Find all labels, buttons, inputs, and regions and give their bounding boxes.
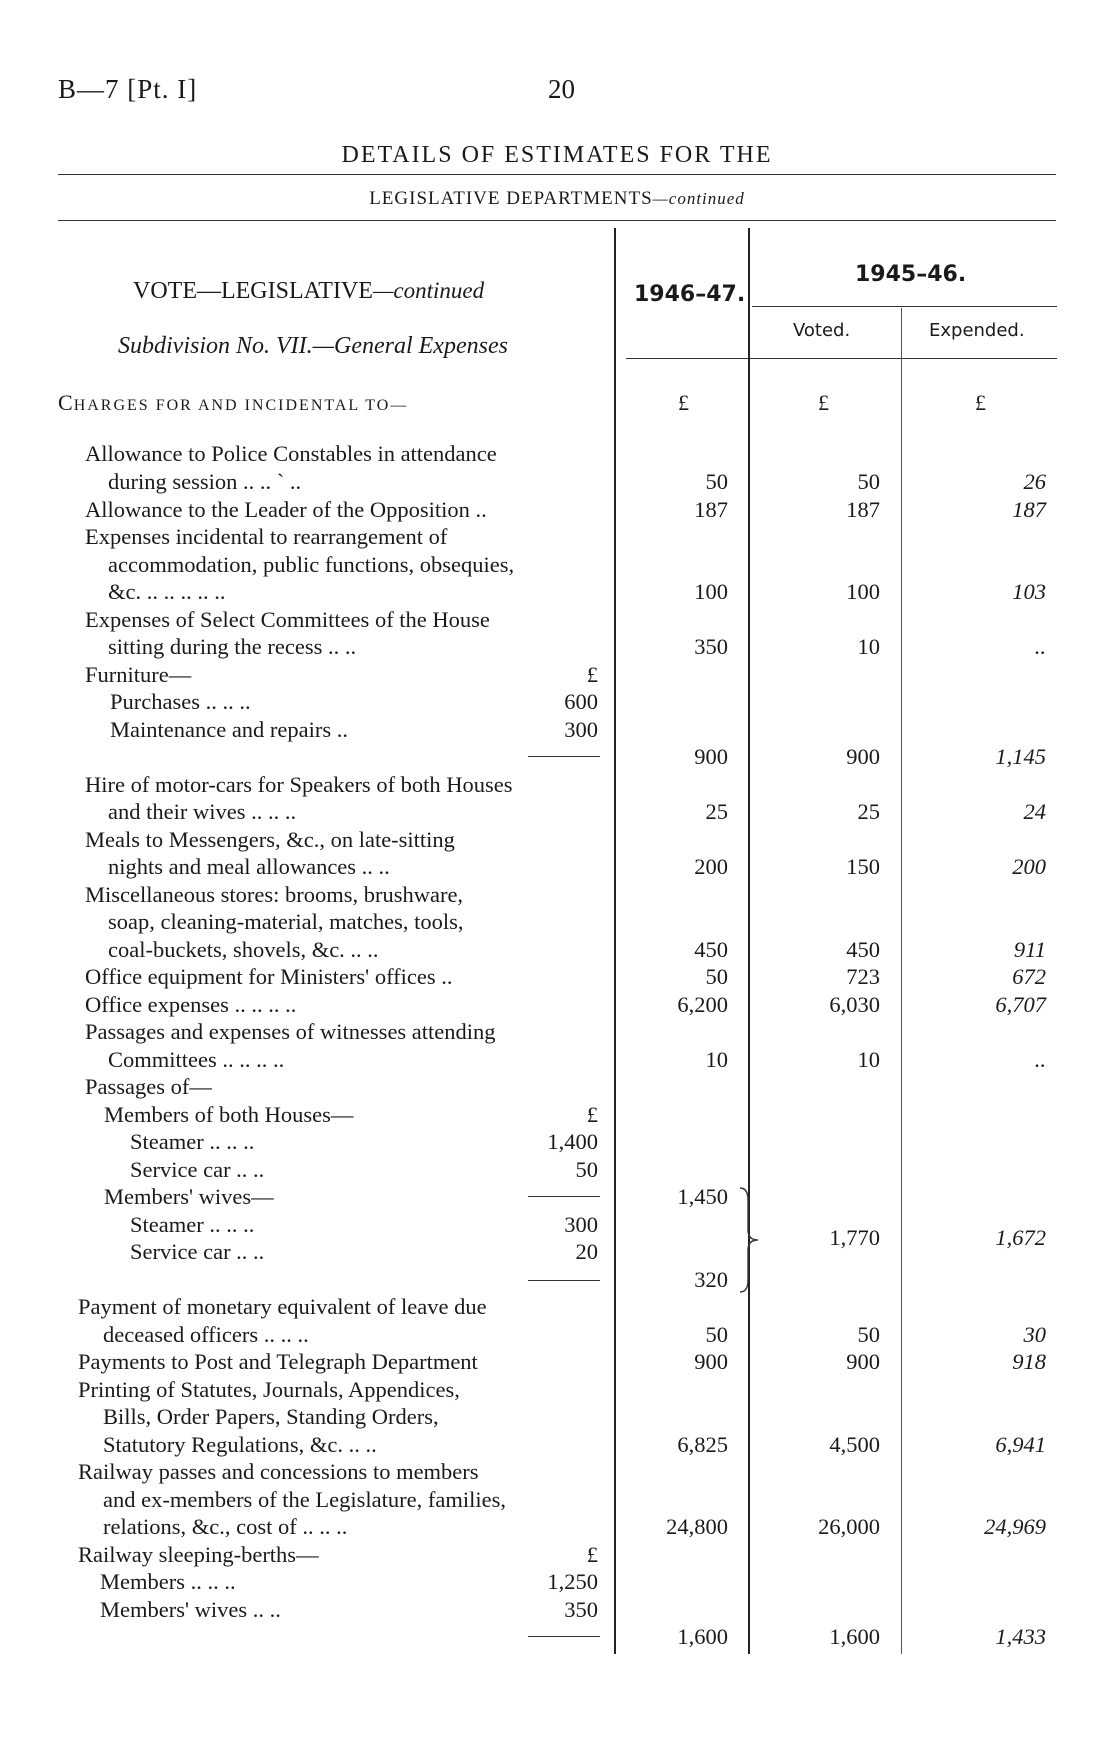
column-header-expended: Expended. bbox=[929, 320, 1025, 341]
amount-expended: 24,969 bbox=[984, 1514, 1046, 1539]
line-text: Office equipment for Ministers' offices .. bbox=[85, 964, 453, 989]
amount-expended: 1,672 bbox=[995, 1225, 1046, 1250]
line-text: Committees .. .. .. .. bbox=[108, 1047, 285, 1072]
amount-1946-47: 187 bbox=[694, 497, 728, 522]
amount-voted: 4,500 bbox=[829, 1432, 880, 1457]
amount-expended: 6,707 bbox=[995, 992, 1046, 1017]
line-text: Expenses incidental to rearrangement of bbox=[85, 524, 448, 549]
inner-amount: £ bbox=[586, 662, 598, 687]
amount-expended: 6,941 bbox=[995, 1432, 1046, 1457]
amount-voted: 900 bbox=[846, 744, 880, 769]
line-text: Members' wives— bbox=[104, 1184, 274, 1209]
subtitle-continued: —continued bbox=[652, 189, 745, 208]
amount-1946-47: 6,825 bbox=[677, 1432, 728, 1457]
amount-expended: 30 bbox=[1023, 1322, 1046, 1347]
amount-1946-47: 350 bbox=[694, 634, 728, 659]
inner-amount: 20 bbox=[575, 1239, 598, 1264]
line-text: nights and meal allowances .. .. bbox=[108, 854, 390, 879]
line-text: Steamer .. .. .. bbox=[130, 1129, 255, 1154]
amount-expended: 911 bbox=[1013, 937, 1046, 962]
amount-voted: 723 bbox=[846, 964, 880, 989]
line-text: and their wives .. .. .. bbox=[108, 799, 297, 824]
vote-title-main: VOTE—LEGISLATIVE bbox=[133, 278, 373, 304]
amount-voted: 50 bbox=[857, 1322, 880, 1347]
amount-voted: 187 bbox=[846, 497, 880, 522]
amount-expended: 24 bbox=[1023, 799, 1046, 824]
amount-expended: 200 bbox=[1012, 854, 1046, 879]
line-text: sitting during the recess .. .. bbox=[108, 634, 357, 659]
currency-voted: £ bbox=[818, 390, 829, 415]
amount-expended: 103 bbox=[1012, 579, 1046, 604]
inner-amount: 300 bbox=[564, 1212, 598, 1237]
line-text: Bills, Order Papers, Standing Orders, bbox=[103, 1404, 439, 1429]
amount-expended: 672 bbox=[1012, 964, 1046, 989]
amount-voted: 100 bbox=[846, 579, 880, 604]
page-title: DETAILS OF ESTIMATES FOR THE bbox=[341, 142, 773, 168]
amount-voted: 1,770 bbox=[829, 1225, 880, 1250]
line-text: Hire of motor-cars for Speakers of both Houses bbox=[85, 772, 513, 797]
amount-voted: 900 bbox=[846, 1349, 880, 1374]
amount-voted: 1,600 bbox=[829, 1624, 880, 1649]
amount-1946-47: 100 bbox=[694, 579, 728, 604]
charges-heading-initial: C bbox=[58, 390, 74, 415]
vote-title-continued: —continued bbox=[372, 278, 485, 303]
line-text: and ex-members of the Legislature, families, bbox=[103, 1487, 506, 1512]
amount-expended: 26 bbox=[1023, 469, 1046, 494]
amount-voted: 10 bbox=[857, 634, 880, 659]
line-text: Service car .. .. bbox=[130, 1239, 265, 1264]
amount-voted: 50 bbox=[857, 469, 880, 494]
subtotal-rule-wives bbox=[528, 1280, 600, 1281]
amount-voted: 10 bbox=[857, 1047, 880, 1072]
amount-voted: 6,030 bbox=[829, 992, 880, 1017]
line-text: during session .. .. ` .. bbox=[108, 469, 302, 494]
subtitle-main: LEGISLATIVE DEPARTMENTS bbox=[369, 188, 653, 209]
subtotal-rule-berths bbox=[528, 1636, 600, 1637]
right-brace-icon bbox=[738, 1186, 762, 1294]
line-text: coal-buckets, shovels, &c. .. .. bbox=[108, 937, 379, 962]
line-text: Passages and expenses of witnesses attending bbox=[85, 1019, 496, 1044]
amount-voted: 26,000 bbox=[818, 1514, 880, 1539]
column-header-voted: Voted. bbox=[793, 320, 851, 341]
inner-amount: 350 bbox=[564, 1597, 598, 1622]
column-header-1945-46: 1945–46. bbox=[855, 262, 967, 287]
header-rule-bottom bbox=[626, 358, 1057, 359]
page-number: 20 bbox=[548, 74, 575, 104]
line-text: Office expenses .. .. .. .. bbox=[85, 992, 297, 1017]
header-rule-1945 bbox=[752, 306, 1057, 307]
line-text: Purchases .. .. .. bbox=[110, 689, 251, 714]
inner-amount: 300 bbox=[564, 717, 598, 742]
title-rule-bottom bbox=[58, 220, 1056, 221]
line-text: Meals to Messengers, &c., on late-sitting bbox=[85, 827, 455, 852]
inner-amount: 600 bbox=[564, 689, 598, 714]
amount-1946-47: 50 bbox=[705, 1322, 728, 1347]
amount-voted: 450 bbox=[846, 937, 880, 962]
amount-1946-47: 200 bbox=[694, 854, 728, 879]
line-text: Payment of monetary equivalent of leave due bbox=[78, 1294, 487, 1319]
line-text: Allowance to Police Constables in attendance bbox=[85, 441, 497, 466]
subtotal-rule-members bbox=[528, 1196, 600, 1197]
amount-expended: 187 bbox=[1012, 497, 1046, 522]
subdivision-title: Subdivision No. VII.—General Expenses bbox=[118, 333, 508, 359]
line-text: accommodation, public functions, obsequies, bbox=[108, 552, 515, 577]
amount-1946-47: 450 bbox=[694, 937, 728, 962]
inner-amount: £ bbox=[586, 1102, 598, 1127]
line-text: Members of both Houses— bbox=[104, 1102, 354, 1127]
amount-1946-47: 320 bbox=[694, 1267, 728, 1292]
line-text: Allowance to the Leader of the Opposition .. bbox=[85, 497, 487, 522]
line-text: Maintenance and repairs .. bbox=[110, 717, 349, 742]
line-text: Steamer .. .. .. bbox=[130, 1212, 255, 1237]
amount-1946-47: 1,600 bbox=[677, 1624, 728, 1649]
line-text: Furniture— bbox=[85, 662, 192, 687]
line-text: Passages of— bbox=[85, 1074, 212, 1099]
inner-amount: 50 bbox=[575, 1157, 598, 1182]
amount-1946-47: 1,450 bbox=[677, 1184, 728, 1209]
amount-1946-47: 50 bbox=[705, 964, 728, 989]
document-reference: B—7 [Pt. I] bbox=[58, 74, 198, 104]
column-rule-1946 bbox=[748, 228, 750, 1654]
amount-1946-47: 900 bbox=[694, 1349, 728, 1374]
amount-1946-47: 10 bbox=[705, 1047, 728, 1072]
amount-expended: .. bbox=[1034, 634, 1046, 659]
column-header-1946-47: 1946–47. bbox=[634, 282, 746, 307]
amount-1946-47: 6,200 bbox=[677, 992, 728, 1017]
currency-1946: £ bbox=[678, 390, 689, 415]
inner-amount: 1,250 bbox=[547, 1569, 598, 1594]
line-text: Payments to Post and Telegraph Department bbox=[78, 1349, 478, 1374]
line-text: relations, &c., cost of .. .. .. bbox=[103, 1514, 348, 1539]
title-rule-top bbox=[58, 174, 1056, 175]
line-text: Service car .. .. bbox=[130, 1157, 265, 1182]
vote-title bbox=[133, 278, 484, 305]
line-text: Members .. .. .. bbox=[100, 1569, 236, 1594]
line-text: Printing of Statutes, Journals, Appendices, bbox=[78, 1377, 460, 1402]
line-text: Railway sleeping-berths— bbox=[78, 1542, 319, 1567]
line-text: soap, cleaning-material, matches, tools, bbox=[108, 909, 464, 934]
amount-expended: 1,145 bbox=[995, 744, 1046, 769]
charges-heading-rest: HARGES FOR AND INCIDENTAL TO— bbox=[73, 397, 409, 414]
line-text: Railway passes and concessions to members bbox=[78, 1459, 479, 1484]
column-rule-description bbox=[614, 228, 616, 1654]
amount-1946-47: 24,800 bbox=[666, 1514, 728, 1539]
inner-amount: £ bbox=[586, 1542, 598, 1567]
line-text: Statutory Regulations, &c. .. .. bbox=[103, 1432, 377, 1457]
page-subtitle bbox=[0, 188, 1114, 210]
line-text: Members' wives .. .. bbox=[100, 1597, 281, 1622]
amount-1946-47: 900 bbox=[694, 744, 728, 769]
amount-1946-47: 50 bbox=[705, 469, 728, 494]
amount-expended: 1,433 bbox=[995, 1624, 1046, 1649]
amount-1946-47: 25 bbox=[705, 799, 728, 824]
column-rule-voted bbox=[901, 308, 902, 1654]
line-text: deceased officers .. .. .. bbox=[103, 1322, 309, 1347]
line-text: Expenses of Select Committees of the House bbox=[85, 607, 490, 632]
line-text: &c. .. .. .. .. .. bbox=[108, 579, 226, 604]
line-text: Miscellaneous stores: brooms, brushware, bbox=[85, 882, 464, 907]
amount-voted: 150 bbox=[846, 854, 880, 879]
amount-voted: 25 bbox=[857, 799, 880, 824]
currency-expended: £ bbox=[975, 390, 986, 415]
subtotal-rule-furniture bbox=[528, 756, 600, 757]
charges-heading bbox=[58, 390, 408, 416]
amount-expended: .. bbox=[1034, 1047, 1046, 1072]
inner-amount: 1,400 bbox=[547, 1129, 598, 1154]
amount-expended: 918 bbox=[1012, 1349, 1046, 1374]
